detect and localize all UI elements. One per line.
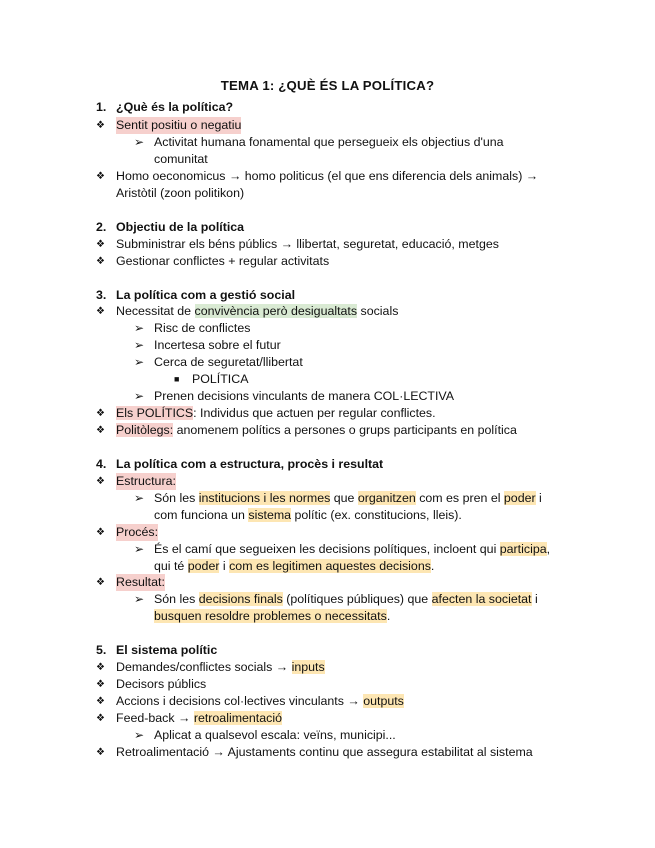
section-number: 4. bbox=[96, 457, 107, 471]
item-text: Incertesa sobre el futur bbox=[154, 338, 281, 352]
item-text: Aplicat a qualsevol escala: veïns, municipi... bbox=[154, 728, 396, 742]
highlight-green: convivència però desigualtats bbox=[194, 304, 358, 318]
item-text: Feed-back → retroalimentació bbox=[116, 711, 282, 725]
diamond-bullet-icon: ❖ bbox=[96, 408, 105, 419]
diamond-bullet-icon: ❖ bbox=[96, 577, 105, 588]
item-text: Decisors públics bbox=[116, 677, 207, 691]
diamond-bullet-icon: ❖ bbox=[96, 171, 105, 182]
item-text: qui té poder i com es legitimen aquestes decisions. bbox=[154, 559, 435, 573]
highlight-yellow: sistema bbox=[248, 508, 292, 522]
highlight-yellow: poder bbox=[503, 491, 536, 505]
item-text: Homo oeconomicus → homo politicus (el que ens diferencia dels animals) → bbox=[116, 169, 539, 183]
highlight-yellow: retroalimentació bbox=[193, 711, 282, 725]
highlight-yellow: decisions finals bbox=[198, 592, 283, 606]
arrow-bullet-icon: ➢ bbox=[134, 542, 145, 556]
highlight-red: Sentit positiu o negatiu bbox=[116, 118, 242, 132]
diamond-bullet-icon: ❖ bbox=[96, 527, 105, 538]
item-text: comunitat bbox=[154, 152, 208, 166]
item-text: Són les institucions i les normes que organitzen com es pren el poder i bbox=[154, 491, 542, 505]
diamond-bullet-icon: ❖ bbox=[96, 425, 105, 436]
diamond-bullet-icon: ❖ bbox=[96, 679, 105, 690]
diamond-bullet-icon: ❖ bbox=[96, 662, 105, 673]
section-title: La política com a estructura, procès i resultat bbox=[116, 457, 384, 471]
diamond-bullet-icon: ❖ bbox=[96, 476, 105, 487]
section-title: El sistema polític bbox=[116, 643, 218, 657]
diamond-bullet-icon: ❖ bbox=[96, 306, 105, 317]
item-text: busquen resoldre problemes o necessitats. bbox=[154, 609, 391, 623]
diamond-bullet-icon: ❖ bbox=[96, 747, 105, 758]
diamond-bullet-icon: ❖ bbox=[96, 120, 105, 131]
item-text: Risc de conflictes bbox=[154, 321, 251, 335]
item-text: com funciona un sistema polític (ex. constitucions, lleis). bbox=[154, 508, 462, 522]
item-text: Els POLÍTICS: Individus que actuen per regular conflictes. bbox=[116, 406, 436, 420]
diamond-bullet-icon: ❖ bbox=[96, 713, 105, 724]
item-text: Gestionar conflictes + regular activitats bbox=[116, 254, 330, 268]
highlight-red: Els POLÍTICS bbox=[116, 406, 194, 420]
item-text: POLÍTICA bbox=[192, 372, 249, 386]
highlight-yellow: organitzen bbox=[357, 491, 416, 505]
document-title: TEMA 1: ¿QUÈ ÉS LA POLÍTICA? bbox=[220, 78, 435, 93]
item-text: Accions i decisions col·lectives vinculants → outputs bbox=[116, 694, 404, 708]
highlight-red: Politòlegs: bbox=[116, 423, 174, 437]
section-title: ¿Què és la política? bbox=[116, 100, 234, 114]
highlight-yellow: institucions i les normes bbox=[198, 491, 331, 505]
item-text: Necessitat de convivència però desigualtats socials bbox=[116, 304, 399, 318]
section-number: 1. bbox=[96, 100, 107, 114]
arrow-bullet-icon: ➢ bbox=[134, 338, 145, 352]
item-text: Aristòtil (zoon politikon) bbox=[116, 186, 245, 200]
highlight-yellow: inputs bbox=[291, 660, 325, 674]
arrow-bullet-icon: ➢ bbox=[134, 389, 145, 403]
item-text: Subministrar els béns públics → llibertat, seguretat, educació, metges bbox=[116, 237, 499, 251]
section-number: 3. bbox=[96, 288, 107, 302]
highlight-yellow: afecten la societat bbox=[431, 592, 532, 606]
item-text: Activitat humana fonamental que persegueix els objectius d'una bbox=[154, 135, 504, 149]
highlight-red: Estructura: bbox=[116, 474, 176, 488]
section-title: Objectiu de la política bbox=[116, 220, 245, 234]
item-text: És el camí que segueixen les decisions polítiques, incloent qui participa, bbox=[154, 542, 551, 556]
highlight-yellow: outputs bbox=[363, 694, 404, 708]
item-text: Demandes/conflictes socials → inputs bbox=[116, 660, 325, 674]
item-text: Prenen decisions vinculants de manera COL·LECTIVA bbox=[154, 389, 455, 403]
diamond-bullet-icon: ❖ bbox=[96, 239, 105, 250]
arrow-bullet-icon: ➢ bbox=[134, 491, 145, 505]
highlight-yellow: participa bbox=[499, 542, 547, 556]
arrow-bullet-icon: ➢ bbox=[134, 355, 145, 369]
item-text: Cerca de seguretat/llibertat bbox=[154, 355, 303, 369]
arrow-bullet-icon: ➢ bbox=[134, 135, 145, 149]
section-number: 2. bbox=[96, 220, 107, 234]
highlight-red: Resultat: bbox=[116, 575, 165, 589]
highlight-yellow: busquen resoldre problemes o necessitats bbox=[154, 609, 387, 623]
square-bullet-icon: ■ bbox=[174, 374, 180, 384]
item-text: Politòlegs: anomenem polítics a persones o grups participants en política bbox=[116, 423, 517, 437]
item-text: Retroalimentació → Ajustaments continu que assegura estabilitat al sistema bbox=[116, 745, 533, 759]
highlight-yellow: com es legitimen aquestes decisions bbox=[229, 559, 431, 573]
arrow-bullet-icon: ➢ bbox=[134, 728, 145, 742]
arrow-bullet-icon: ➢ bbox=[134, 592, 145, 606]
section-title: La política com a gestió social bbox=[116, 288, 296, 302]
item-text: Són les decisions finals (polítiques públiques) que afecten la societat i bbox=[154, 592, 538, 606]
section-number: 5. bbox=[96, 643, 107, 657]
highlight-red: Procés: bbox=[116, 525, 159, 539]
arrow-bullet-icon: ➢ bbox=[134, 321, 145, 335]
diamond-bullet-icon: ❖ bbox=[96, 256, 105, 267]
diamond-bullet-icon: ❖ bbox=[96, 696, 105, 707]
highlight-yellow: poder bbox=[187, 559, 220, 573]
